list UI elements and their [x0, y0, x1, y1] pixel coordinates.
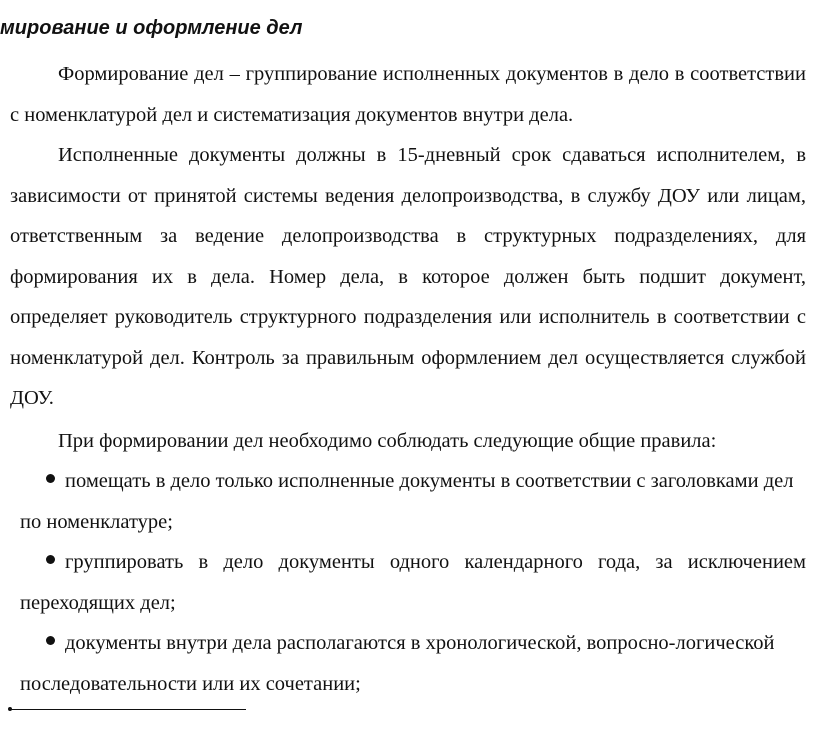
bullet-icon	[46, 474, 55, 483]
document-body	[10, 54, 806, 704]
list-item	[10, 461, 806, 542]
paragraph-rules-intro: При формировании дел необходимо соблюдать следующие общие правила:	[58, 429, 717, 452]
rule-text: помещать в дело только исполненные документы в соответствии с заголовками дел по номенклатуре;	[20, 470, 794, 533]
section-title: мирование и оформление дел	[0, 17, 303, 39]
bullet-icon	[46, 636, 55, 645]
footnote-separator	[10, 709, 246, 710]
rule-text: группировать в дело документы одного календарного года, за исключением переходящих дел;	[20, 551, 806, 614]
paragraph-procedure: Исполненные документы должны в 15-дневный срок сдаваться исполнителем, в зависимости от принятой системы ведения делопроизводства, в службу ДОУ или лицам, ответственным за ведение делопроизводства в структурных подразделениях, для формирования их в дела. Номер дела, в которое должен быть подшит документ, определяет руководитель структурного подразделения или исполнитель в соответствии с номенклатурой дел. Контроль за правильным оформлением дел осуществляется службой ДОУ.	[10, 144, 806, 409]
list-item	[10, 623, 806, 704]
list-item	[10, 542, 806, 623]
paragraph-definition: Формирование дел – группирование исполненных документов в дело в соответствии с номенклатурой дел и систематизация документов внутри дела.	[10, 63, 806, 126]
bullet-icon	[46, 555, 55, 564]
rules-list	[10, 461, 806, 704]
rule-text: документы внутри дела располагаются в хронологической, вопросно-логической последовательности или их сочетании;	[20, 632, 775, 695]
